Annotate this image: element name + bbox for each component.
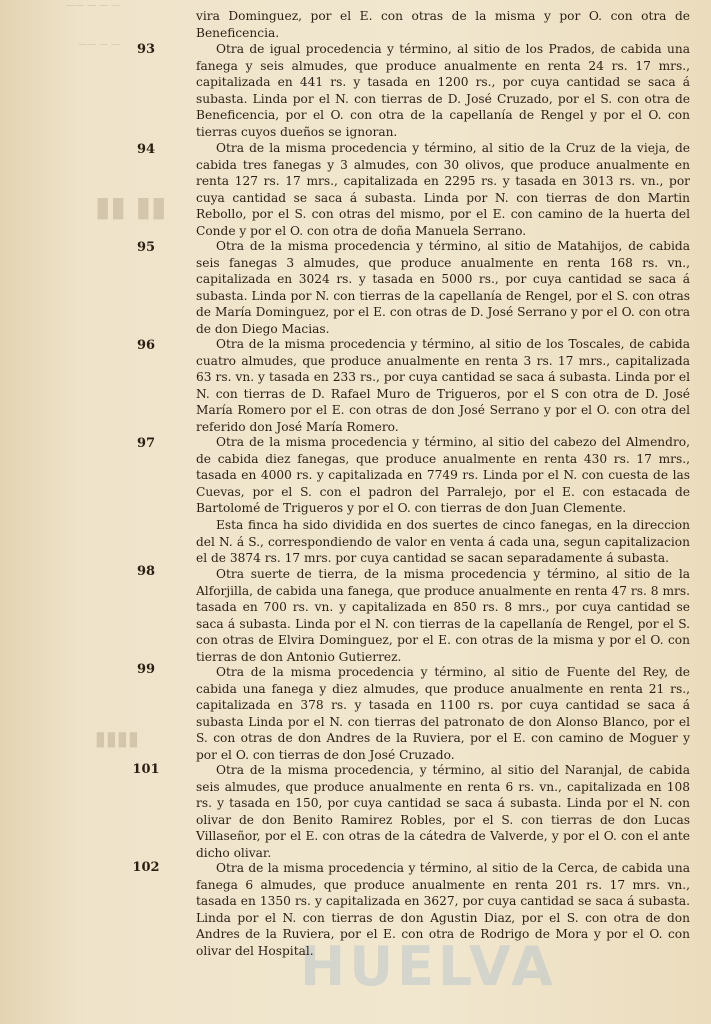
entry-number: 102 bbox=[132, 860, 160, 875]
entry-99 bbox=[196, 664, 690, 764]
entry-94 bbox=[196, 140, 690, 240]
entry-number: 96 bbox=[136, 338, 156, 353]
entry-95 bbox=[196, 238, 690, 338]
entry-96 bbox=[196, 336, 690, 436]
bleed-through: — — — —— — — —— bbox=[66, 1, 120, 50]
bleed-stamp-2: ▮▮▮▮ bbox=[95, 726, 140, 750]
entry-number: 93 bbox=[136, 42, 156, 57]
entry-text: Otra de la misma procedencia y término, al sitio de la Cerca, de cabida una fanega 6 almudes, que produce anualmente en renta 201 rs. 17 mrs. vn., tasada en 1350 rs. y capitalizada en 3627, por cuya cantidad se saca á subasta. Linda por el N. con tierras de don Agustin Diaz, por el S. con otra de don Andres de la Ruviera, por el E. con otra de Rodrigo de Mora y por el O. con olivar del Hospital. bbox=[196, 861, 690, 958]
bleed-stamp: ▮▮ ▮▮ bbox=[95, 190, 167, 223]
entry-text: Otra suerte de tierra, de la misma procedencia y término, al sitio de la Alforjilla, de cabida una fanega, que produce anualmente en renta 47 rs. 8 mrs. tasada en 700 rs. vn. y capitalizada en 850 rs. 8 mrs., por cuya cantidad se saca á subasta. Linda por el N. con tierras de la capellanía de Rengel, por el S. con otras de Elvira Dominguez, por el E. con otras de la misma y por el O. con tierras de don Antonio Gutierrez. bbox=[196, 567, 690, 664]
entry-number: 98 bbox=[136, 564, 156, 579]
top-continuation-line bbox=[196, 8, 690, 41]
entry-text: Otra de la misma procedencia y término, al sitio de Fuente del Rey, de cabida una fanega y diez almudes, que produce anualmente en renta 21 rs., capitalizada en 378 rs. y tasada en 1100 rs. por cuya cantidad se saca á subasta Linda por el N. con tierras del patronato de don Alonso Blanco, por el S. con otras de don Andres de la Ruviera, por el E. con camino de Moguer y por el O. con tierras de don José Cruzado. bbox=[196, 665, 690, 762]
watermark-huelva: HUELVA bbox=[300, 935, 557, 998]
entry-102 bbox=[196, 860, 690, 960]
entry-text: Otra de la misma procedencia, y término, al sitio del Naranjal, de cabida seis almudes, que produce anualmente en renta 6 rs. vn., capitalizada en 108 rs. y tasada en 150, por cuya cantidad se saca á subasta. Linda por el N. con olivar de don Benito Ramirez Robles, por el S. con tierras de don Lucas Villaseñor, por el E. con otras de la cátedra de Valverde, y por el O. con el ante dicho olivar. bbox=[196, 763, 690, 860]
entry-101 bbox=[196, 762, 690, 862]
entry-text-note: Esta finca ha sido dividida en dos suertes de cinco fanegas, en la direccion del N. á S., correspondiendo de valor en venta á cada una, segun capitalizacion el de 3874 rs. 17 mrs. por cuya cantidad se sacan separadamente á subasta. bbox=[196, 517, 690, 566]
entry-number: 97 bbox=[136, 436, 156, 451]
entry-98 bbox=[196, 566, 690, 666]
entry-number: 101 bbox=[132, 762, 160, 777]
entry-text: Otra de la misma procedencia y término, al sitio del cabezo del Almendro, de cabida diez fanegas, que produce anualmente en renta 430 rs. 17 mrs., tasada en 4000 rs. y capitalizada en 7749 rs. Linda por el N. con cuesta de las Cuevas, por el S. con el padron del Parralejo, por el E. con estacada de Bartolomé de Trigueros y por el O. con tierras de don Juan Clemente. bbox=[196, 435, 690, 516]
entry-text: Otra de la misma procedencia y término, al sitio de los Toscales, de cabida cuatro almudes, que produce anualmente en renta 3 rs. 17 mrs., capitalizada 63 rs. vn. y tasada en 233 rs., por cuya cantidad se saca á subasta. Linda por el N. con tierras de D. Rafael Muro de Trigueros, por el S con otra de D. José María Romero por el E. con otras de don José Serrano y por el O. con otra del referido don José María Romero. bbox=[196, 337, 690, 434]
entry-text: Otra de la misma procedencia y término, al sitio de Matahijos, de cabida seis fanegas 3 almudes, que produce anualmente en renta 168 rs. vn., capitalizada en 3024 rs. y tasada en 5000 rs., por cuya cantidad se saca á subasta. Linda por N. con tierras de la capellanía de Rengel, por el S. con otras de María Dominguez, por el E. con otras de D. José Serrano y por el O. con otra de don Diego Macias. bbox=[196, 239, 690, 336]
entry-text: Otra de igual procedencia y término, al sitio de los Prados, de cabida una fanega y seis almudes, que produce anualmente en renta 24 rs. 17 mrs., capitalizada en 441 rs. y tasada en 1200 rs., por cuya cantidad se saca á subasta. Linda por el N. con tierras de D. José Cruzado, por el S. con otra de Beneficencia, por el O. con otra de la capellanía de Rengel y por el O. con tierras cuyos dueños se ignoran. bbox=[196, 42, 690, 139]
entry-number: 95 bbox=[136, 240, 156, 255]
entry-number: 94 bbox=[136, 142, 156, 157]
top-line-text: vira Dominguez, por el E. con otras de la misma y por O. con otra de Beneficencia. bbox=[196, 9, 690, 40]
entry-number: 99 bbox=[136, 662, 156, 677]
entry-93 bbox=[196, 41, 690, 141]
entry-text: Otra de la misma procedencia y término, al sitio de la Cruz de la vieja, de cabida tres fanegas y 3 almudes, con 30 olivos, que produce anualmente en renta 127 rs. 17 mrs., capitalizada en 2295 rs. y tasada en 3013 rs. vn., por cuya cantidad se saca á subasta. Linda por N. con tierras de don Martin Rebollo, por el S. con otras del mismo, por el E. con camino de la huerta del Conde y por el O. con otra de doña Manuela Serrano. bbox=[196, 141, 690, 238]
entry-97 bbox=[196, 434, 690, 567]
